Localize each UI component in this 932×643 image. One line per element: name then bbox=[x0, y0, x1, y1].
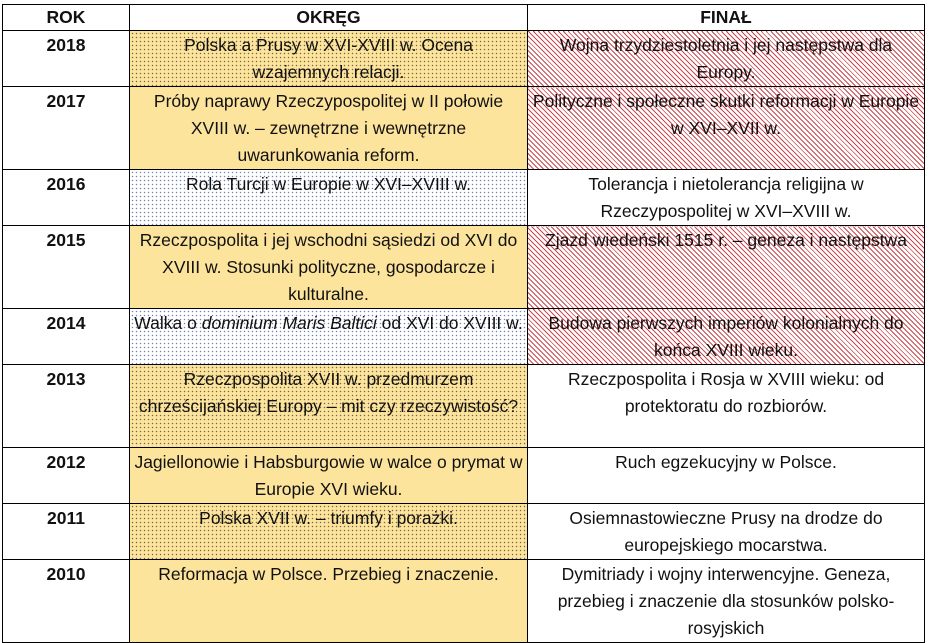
final-cell: Ruch egzekucyjny w Polsce. bbox=[528, 448, 925, 504]
okreg-prefix: Walka o bbox=[134, 313, 202, 333]
okreg-cell: Próby naprawy Rzeczypospolitej w II połowie XVIII w. – zewnętrzne i wewnętrzne uwarunkowania reform. bbox=[130, 87, 528, 170]
final-cell: Polityczne i społeczne skutki reformacji w Europie w XVI–XVII w. bbox=[528, 87, 925, 170]
okreg-cell: Reformacja w Polsce. Przebieg i znaczenie. bbox=[130, 560, 528, 643]
table-row bbox=[3, 309, 925, 365]
table-row bbox=[3, 365, 925, 448]
topics-table bbox=[2, 4, 925, 643]
year-cell: 2016 bbox=[3, 170, 130, 226]
okreg-cell: Rzeczpospolita XVII w. przedmurzem chrześcijańskiej Europy – mit czy rzeczywistość? bbox=[130, 365, 528, 448]
table-row bbox=[3, 170, 925, 226]
year-cell: 2014 bbox=[3, 309, 130, 365]
topics-table-container bbox=[2, 4, 925, 643]
table-row bbox=[3, 504, 925, 560]
final-cell: Dymitriady i wojny interwencyjne. Geneza, przebieg i znaczenie dla stosunków polsko-rosyjskich bbox=[528, 560, 925, 643]
final-cell: Osiemnastowieczne Prusy na drodze do europejskiego mocarstwa. bbox=[528, 504, 925, 560]
okreg-cell: Rola Turcji w Europie w XVI–XVIII w. bbox=[130, 170, 528, 226]
final-cell: Budowa pierwszych imperiów kolonialnych do końca XVIII wieku. bbox=[528, 309, 925, 365]
okreg-italic-term: dominium Maris Baltici bbox=[201, 313, 377, 333]
header-final: FINAŁ bbox=[528, 5, 925, 31]
header-row bbox=[3, 5, 925, 31]
year-cell: 2017 bbox=[3, 87, 130, 170]
okreg-suffix: od XVI do XVIII w. bbox=[376, 313, 523, 333]
okreg-cell: Polska a Prusy w XVI-XVIII w. Ocena wzajemnych relacji. bbox=[130, 31, 528, 87]
table-row bbox=[3, 87, 925, 170]
final-cell: Zjazd wiedeński 1515 r. – geneza i następstwa bbox=[528, 226, 925, 309]
header-okreg: OKRĘG bbox=[130, 5, 528, 31]
header-rok: ROK bbox=[3, 5, 130, 31]
year-cell: 2013 bbox=[3, 365, 130, 448]
year-cell: 2011 bbox=[3, 504, 130, 560]
year-cell: 2018 bbox=[3, 31, 130, 87]
final-cell: Tolerancja i nietolerancja religijna w Rzeczypospolitej w XVI–XVIII w. bbox=[528, 170, 925, 226]
table-row bbox=[3, 560, 925, 643]
table-row bbox=[3, 31, 925, 87]
final-cell: Rzeczpospolita i Rosja w XVIII wieku: od protektoratu do rozbiorów. bbox=[528, 365, 925, 448]
year-cell: 2010 bbox=[3, 560, 130, 643]
final-cell: Wojna trzydziestoletnia i jej następstwa dla Europy. bbox=[528, 31, 925, 87]
okreg-cell: Rzeczpospolita i jej wschodni sąsiedzi od XVI do XVIII w. Stosunki polityczne, gospodarcze i kulturalne. bbox=[130, 226, 528, 309]
okreg-cell: Polska XVII w. – triumfy i porażki. bbox=[130, 504, 528, 560]
table-row bbox=[3, 226, 925, 309]
year-cell: 2012 bbox=[3, 448, 130, 504]
table-row bbox=[3, 448, 925, 504]
okreg-cell: Jagiellonowie i Habsburgowie w walce o prymat w Europie XVI wieku. bbox=[130, 448, 528, 504]
year-cell: 2015 bbox=[3, 226, 130, 309]
okreg-cell bbox=[130, 309, 528, 365]
